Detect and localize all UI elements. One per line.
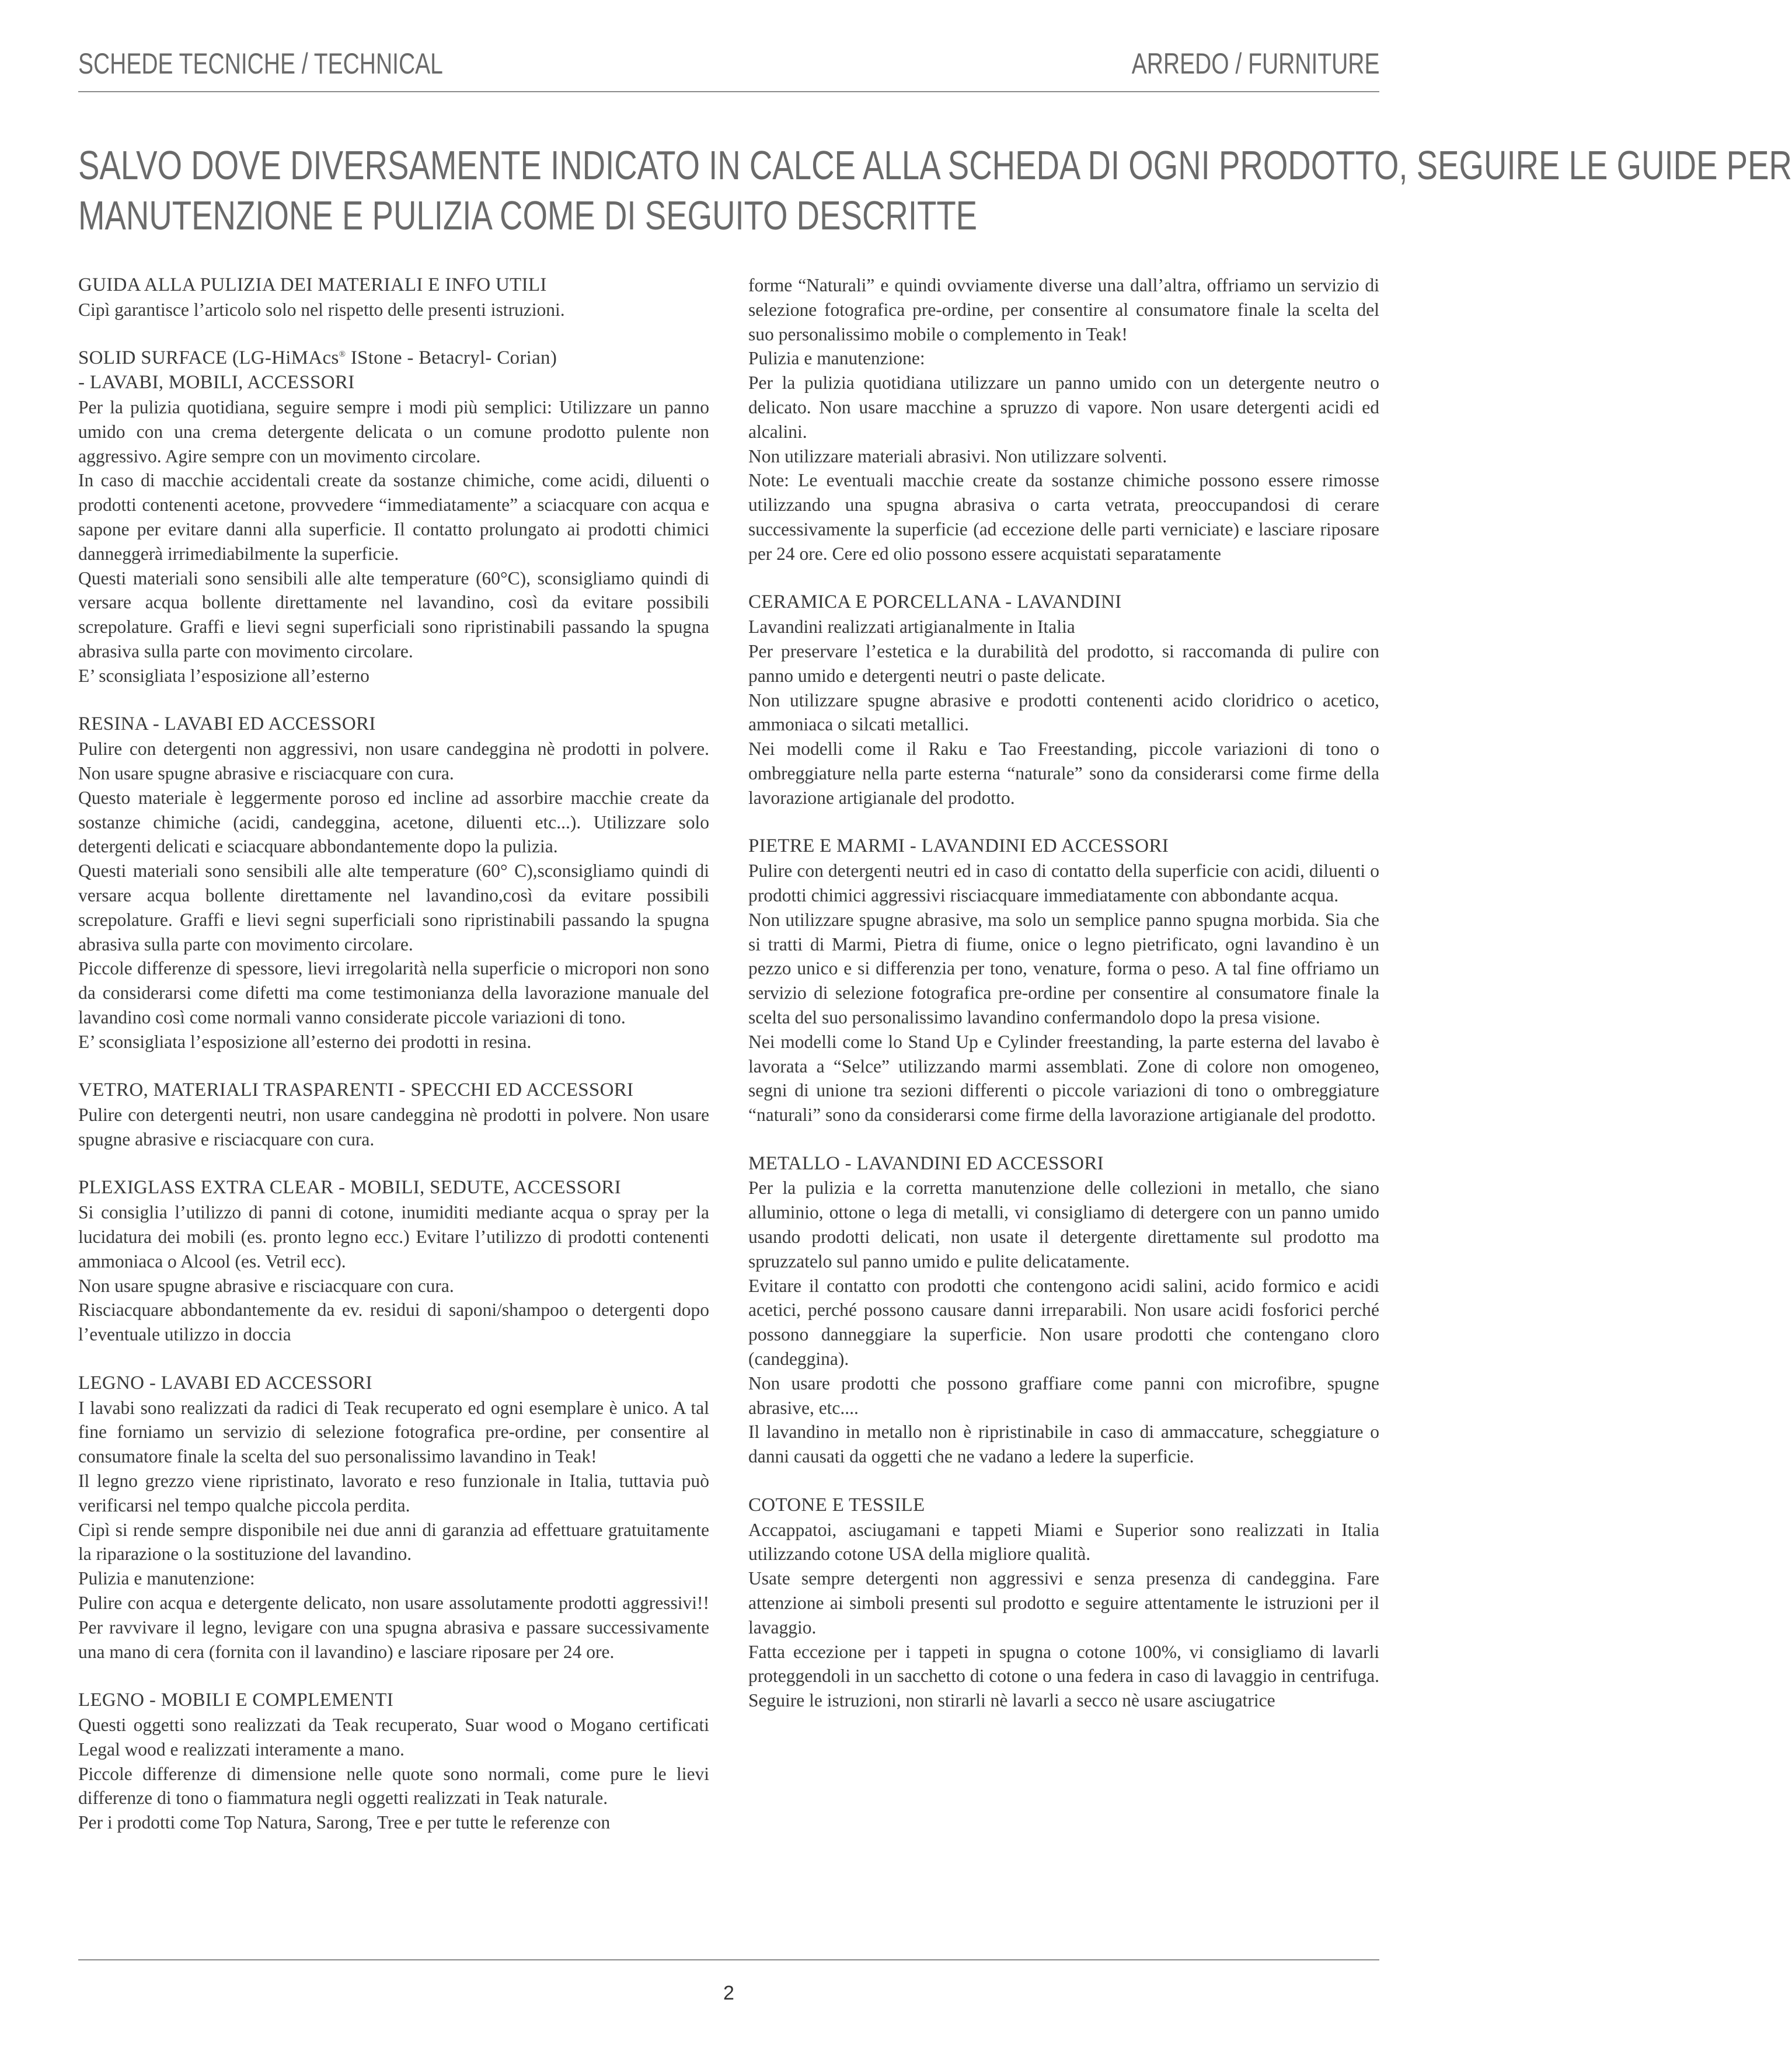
paragraph: Per la pulizia quotidiana, seguire sempre i modi più semplici: Utilizzare un panno umido con una crema detergente delicata o un comune prodotto pulente non aggressivo. Agire sempre con un movimento circolare. (78, 396, 709, 466)
paragraph: Non usare spugne abrasive e risciacquare con cura. (78, 1275, 454, 1296)
paragraph: Risciacquare abbondantemente da ev. residui di saponi/shampoo o detergenti dopo l’eventuale utilizzo in doccia (78, 1300, 709, 1345)
paragraph: Pulire con detergenti neutri ed in caso di contatto della superficie con acidi, diluenti o prodotti chimici aggressivi risciacquare immediatamente con abbondante acqua. (748, 861, 1379, 905)
section-heading: CERAMICA E PORCELLANA - LAVANDINI (748, 591, 1122, 613)
section-subheading: - LAVABI, MOBILI, ACCESSORI (78, 372, 355, 393)
paragraph: Per la pulizia quotidiana utilizzare un panno umido con un detergente neutro o delicato. Non usare macchine a spruzzo di vapore. Non usare detergenti acidi ed alcalini. (748, 372, 1379, 442)
paragraph: Questi materiali sono sensibili alle alte temperature (60° C),sconsigliamo quindi di versare acqua bollente direttamente nel lavandino,così da evitare possibili screpolature. Graffi e lievi segni superficiali sono ripristinabili passando la spugna abrasiva sulla parte con movimento circolare. (78, 861, 709, 955)
section-guida (78, 273, 709, 322)
section-resina (78, 712, 709, 1054)
footer-divider (78, 1959, 1379, 1960)
paragraph: Questi materiali sono sensibili alle alte temperature (60°C), sconsigliamo quindi di versare acqua bollente direttamente nel lavandino, così da evitare possibili screpolature. Graffi e lievi segni superficiali sono ripristinabili passando la spugna abrasiva sulla parte con movimento circolare. (78, 567, 709, 661)
right-column (748, 273, 1379, 1737)
header-right-label: ARREDO / FURNITURE (1131, 47, 1379, 80)
registered-mark: ® (339, 350, 346, 360)
paragraph: Questi oggetti sono realizzati da Teak recuperato, Suar wood o Mogano certificati Legal wood e realizzati interamente a mano. (78, 1715, 709, 1760)
paragraph: Note: Le eventuali macchie create da sostanze chimiche possono essere rimosse utilizzando una spugna abrasiva o carta vetrata, preoccupandosi di cerare successivamente la superficie (ad eccezione delle parti verniciate) e lasciare riposare per 24 ore. Cere ed olio possono essere acquistati separatamente (748, 470, 1379, 564)
section-metallo (748, 1152, 1379, 1469)
paragraph: Pulire con detergenti neutri, non usare candeggina nè prodotti in polvere. Non usare spugne abrasive e risciacquare con cura. (78, 1105, 709, 1150)
section-heading: LEGNO - LAVABI ED ACCESSORI (78, 1372, 372, 1394)
paragraph: Nei modelli come il Raku e Tao Freestanding, piccole variazioni di tono o ombreggiature nella parte esterna “naturale” sono da considerarsi come firme della lavorazione artigianale del prodotto. (748, 739, 1379, 808)
section-vetro (78, 1078, 709, 1151)
left-column (78, 273, 709, 1859)
paragraph: Per la pulizia e la corretta manutenzione delle collezioni in metallo, che siano alluminio, ottone o lega di metalli, vi consigliamo di detergere con un panno umido usando prodotti delicati, non usate il detergente direttamente sul prodotto ma spruzzatelo sul panno umido e pulite delicatamente. (748, 1178, 1379, 1272)
paragraph: Non utilizzare spugne abrasive, ma solo un semplice panno spugna morbida. Sia che si tratti di Marmi, Pietra di fiume, onice o legno pietrificato, ogni lavandino è un pezzo unico e si differenzia per tono, venature, forma o peso. A tal fine offriamo un servizio di selezione fotografica pre-ordine per consentire al consumatore finale la scelta del suo personalissimo lavandino confermandolo dopo la presa visione. (748, 909, 1379, 1027)
paragraph: Il legno grezzo viene ripristinato, lavorato e reso funzionale in Italia, tuttavia può verificarsi nel tempo qualche piccola perdita. (78, 1471, 709, 1516)
section-heading: LEGNO - MOBILI E COMPLEMENTI (78, 1690, 394, 1711)
paragraph: Pulire con acqua e detergente delicato, non usare assolutamente prodotti aggressivi!! Per ravvivare il legno, levigare con una spugna abrasiva e passare successivamente una mano di cera (fornita con il lavandino) e lasciare riposare per 24 ore. (78, 1593, 709, 1662)
paragraph: Cipì garantisce l’articolo solo nel rispetto delle presenti istruzioni. (78, 299, 565, 320)
paragraph: Nei modelli come lo Stand Up e Cylinder freestanding, la parte esterna del lavabo è lavorata a “Selce” utilizzando marmi assemblati. Zone di colore non omogeneo, segni di unione tra sezioni differenti o piccole variazioni di tono o ombreggiature “naturali” sono da considerarsi come firme della lavorazione artigianale del prodotto. (748, 1031, 1379, 1126)
page-title (78, 140, 1792, 241)
section-legno-lavabi (78, 1371, 709, 1664)
paragraph: Per preservare l’estetica e la durabilità del prodotto, si raccomanda di pulire con panno umido e detergenti neutri o paste delicate. (748, 640, 1379, 686)
paragraph: Pulire con detergenti non aggressivi, non usare candeggina nè prodotti in polvere. Non usare spugne abrasive e risciacquare con cura. (78, 739, 709, 783)
paragraph: Accappatoi, asciugamani e tappeti Miami e Superior sono realizzati in Italia utilizzando cotone USA della migliore qualità. (748, 1519, 1379, 1565)
section-heading: GUIDA ALLA PULIZIA DEI MATERIALI E INFO UTILI (78, 274, 547, 295)
paragraph: Fatta eccezione per i tappeti in spugna o cotone 100%, vi consigliamo di lavarli proteggendoli in un sacchetto di cotone o una federa in caso di lavaggio in centrifuga. Seguire le istruzioni, non stirarli nè lavarli a secco nè usare asciugatrice (748, 1641, 1379, 1711)
header-divider (78, 91, 1379, 92)
section-heading: COTONE E TESSILE (748, 1494, 925, 1516)
paragraph: Il lavandino in metallo non è ripristinabile in caso di ammaccature, scheggiature o danni causati da oggetti che ne vadano a ledere la superficie. (748, 1422, 1379, 1467)
paragraph: Questo materiale è leggermente poroso ed incline ad assorbire macchie create da sostanze chimiche (acidi, candeggina, acetone, diluenti etc...). Utilizzare solo detergenti delicati e sciacquare abbondantemente dopo la pulizia. (78, 787, 709, 857)
paragraph: Piccole differenze di spessore, lievi irregolarità nella superficie o micropori non sono da considerarsi come difetti ma come testimonianza della lavorazione manuale del lavandino così come normali vanno considerate piccole variazioni di tono. (78, 958, 709, 1027)
paragraph: E’ sconsigliata l’esposizione all’esterno dei prodotti in resina. (78, 1031, 532, 1052)
paragraph: Piccole differenze di dimensione nelle quote sono normali, come pure le lievi differenze di tono o fiammatura negli oggetti realizzati in Teak naturale. (78, 1763, 709, 1809)
paragraph: Lavandini realizzati artigianalmente in Italia (748, 616, 1075, 638)
heading-part: IStone - Betacryl- Corian) (346, 347, 557, 369)
paragraph: In caso di macchie accidentali create da sostanze chimiche, come acidi, diluenti o prodotti contenenti acetone, provvedere “immediatamente” a sciacquare con acqua e sapone per evitare danni alla superficie. Il contatto prolungato ai prodotti chimici danneggerà irrimediabilmente la superficie. (78, 470, 709, 564)
section-heading: VETRO, MATERIALI TRASPARENTI - SPECCHI ED ACCESSORI (78, 1079, 634, 1101)
paragraph: Non utilizzare spugne abrasive e prodotti contenenti acido cloridrico o acetico, ammoniaca o silcati metallici. (748, 689, 1379, 735)
section-heading: RESINA - LAVABI ED ACCESSORI (78, 713, 376, 735)
paragraph: Evitare il contatto con prodotti che contengono acidi salini, acido formico e acidi acetici, perché possono causare danni irreparabili. Non usare acidi fosforici perché possono danneggiare la superficie. Non usare prodotti che contengano cloro (candeggina). (748, 1275, 1379, 1370)
paragraph: Non utilizzare materiali abrasivi. Non utilizzare solventi. (748, 445, 1167, 466)
paragraph: forme “Naturali” e quindi ovviamente diverse una dall’altra, offriamo un servizio di selezione fotografica pre-ordine, per consentire al consumatore finale la scelta del suo personalissimo mobile o complemento in Teak! (748, 275, 1379, 344)
section-solid-surface (78, 346, 709, 688)
paragraph: Non usare prodotti che possono graffiare come panni con microfibre, spugne abrasive, etc.... (748, 1373, 1379, 1418)
paragraph: Pulizia e manutenzione: (78, 1568, 255, 1589)
paragraph: Cipì si rende sempre disponibile nei due anni di garanzia ad effettuare gratuitamente la riparazione o la sostituzione del lavandino. (78, 1519, 709, 1565)
header-left-label: SCHEDE TECNICHE / TECHNICAL (78, 47, 443, 80)
section-legno-mobili (78, 1688, 709, 1835)
paragraph: Si consiglia l’utilizzo di panni di cotone, inumiditi mediante acqua o spray per la lucidatura dei mobili (es. pronto legno ecc.) Evitare l’utilizzo di prodotti contenenti ammoniaca o Alcool (es. Vetril ecc). (78, 1202, 709, 1272)
section-plexiglass (78, 1176, 709, 1347)
paragraph: E’ sconsigliata l’esposizione all’esterno (78, 665, 369, 686)
page-title-line-2: MANUTENZIONE E PULIZIA COME DI SEGUITO DESCRITTE (78, 193, 978, 238)
section-heading: METALLO - LAVANDINI ED ACCESSORI (748, 1152, 1104, 1174)
section-cotone (748, 1493, 1379, 1713)
section-heading: PLEXIGLASS EXTRA CLEAR - MOBILI, SEDUTE, ACCESSORI (78, 1177, 621, 1199)
paragraph: I lavabi sono realizzati da radici di Teak recuperato ed ogni esemplare è unico. A tal fine forniamo un servizio di selezione fotografica pre-ordine, per consentire al consumatore finale la scelta del suo personalissimo lavandino in Teak! (78, 1397, 709, 1467)
section-pietre (748, 834, 1379, 1127)
paragraph: Per i prodotti come Top Natura, Sarong, Tree e per tutte le referenze con (78, 1812, 611, 1833)
paragraph: Pulizia e manutenzione: (748, 348, 925, 369)
section-heading: PIETRE E MARMI - LAVANDINI ED ACCESSORI (748, 835, 1169, 857)
page-title-line-1: SALVO DOVE DIVERSAMENTE INDICATO IN CALCE ALLA SCHEDA DI OGNI PRODOTTO, SEGUIRE LE GUIDE PER (78, 142, 1792, 188)
paragraph: Usate sempre detergenti non aggressivi e senza presenza di candeggina. Fare attenzione ai simboli presenti sul prodotto e seguire attentamente le istruzioni per il lavaggio. (748, 1568, 1379, 1638)
section-heading (78, 346, 709, 371)
heading-part: SOLID SURFACE (LG-HiMAcs (78, 347, 339, 369)
section-legno-mobili-continued (748, 273, 1379, 566)
section-ceramica (748, 590, 1379, 810)
page-number: 2 (723, 1982, 734, 2004)
